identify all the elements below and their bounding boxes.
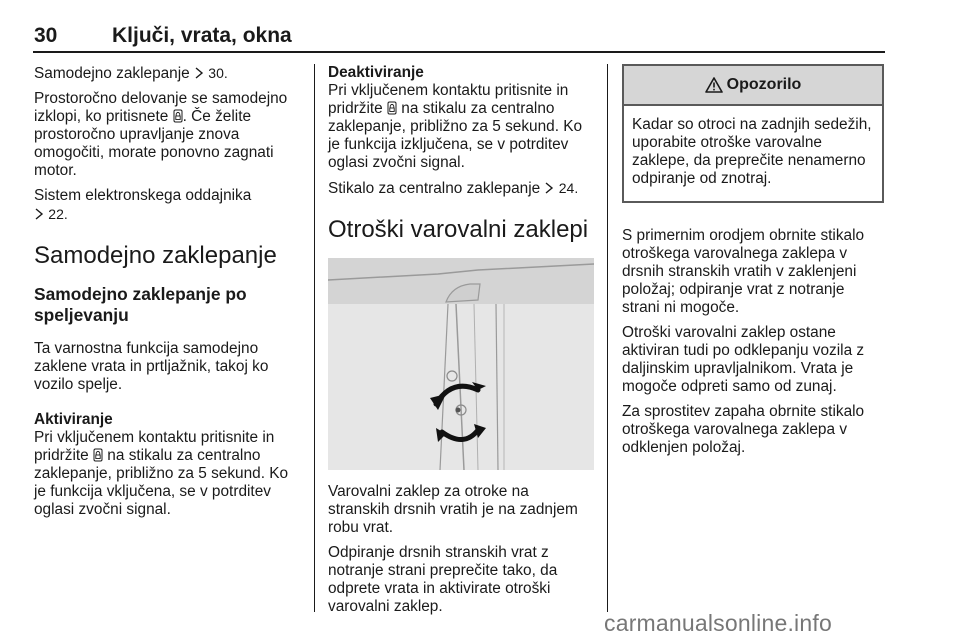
warning-text: Kadar so otroci na zadnjih sedežih, uporabite otroške varovalne zaklepe, da preprečite nenamerno odpiranje od znotraj. bbox=[632, 116, 872, 187]
deactivation-heading: Deaktiviranje bbox=[328, 64, 424, 81]
column-middle bbox=[328, 64, 594, 623]
warning-triangle-icon bbox=[705, 77, 723, 93]
chevron-right-icon bbox=[544, 181, 554, 195]
warning-box bbox=[622, 64, 884, 203]
paragraph: Ta varnostna funkcija samodejno zaklene vrata in prtljažnik, takoj ko vozilo spelje. bbox=[34, 340, 269, 393]
watermark: carmanualsonline.info bbox=[604, 610, 832, 636]
header-divider bbox=[33, 51, 885, 53]
page-title: Ključi, vrata, okna bbox=[112, 24, 292, 47]
column-divider bbox=[314, 64, 315, 612]
page-reference[interactable]: 24. bbox=[558, 180, 579, 196]
paragraph: S primernim orodjem obrnite stikalo otroškega varovalnega zaklepa v drsnih stranskih vratih v zaklenjeni položaj; odpiranje vrat z notranje strani ni mogoče. bbox=[622, 227, 865, 316]
paragraph: Za sprostitev zapaha obrnite stikalo otroškega varovalnega zaklepa v odklenjen položaj. bbox=[622, 403, 865, 456]
auto-lock-reference: Samodejno zaklepanje 30. bbox=[34, 65, 228, 82]
paragraph: Pri vključenem kontaktu pritisnite in pridržite na stikalu za centralno zaklepanje, približno za 5 sekund. Ko je funkcija vključena, se v potrditev oglasi zvočni signal. bbox=[34, 429, 289, 518]
chevron-right-icon bbox=[194, 66, 204, 80]
page-number: 30 bbox=[34, 24, 58, 47]
lock-button-icon bbox=[93, 448, 103, 462]
chevron-right-icon bbox=[34, 207, 44, 221]
lock-button-icon bbox=[387, 101, 397, 115]
paragraph: Otroški varovalni zaklep ostane aktiviran tudi po odklepanju vozila z daljinskim upravljalnikom. Vrata je mogoče odpreti samo od zunaj. bbox=[622, 324, 865, 395]
warning-title: Opozorilo bbox=[726, 76, 802, 93]
paragraph: Odpiranje drsnih stranskih vrat z notranje strani preprečite tako, da odprete vrata in aktivirate otroški varovalni zaklep. bbox=[328, 544, 558, 615]
figure-caption: Varovalni zaklep za otroke na stranskih drsnih vratih je na zadnjem robu vrat. bbox=[328, 483, 578, 536]
column-right bbox=[622, 64, 884, 464]
lock-button-icon bbox=[173, 109, 183, 123]
activation-heading: Aktiviranje bbox=[34, 411, 113, 428]
section-heading: Otroški varovalni zaklepi bbox=[328, 216, 589, 243]
paragraph: Sistem elektronskega oddajnika 22. bbox=[34, 187, 252, 222]
child-lock-illustration bbox=[328, 258, 594, 470]
column-left bbox=[34, 64, 298, 526]
paragraph: Prostoročno delovanje se samodejno izklopi, ko pritisnete . Če želite prostoročno upravljanje znova omogočiti, morate ponovno zagnati motor. bbox=[34, 90, 288, 179]
column-divider bbox=[607, 64, 608, 612]
subsection-heading: Samodejno zaklepanje po speljevanju bbox=[34, 284, 247, 325]
section-heading: Samodejno zaklepanje bbox=[34, 242, 277, 269]
page-reference[interactable]: 30. bbox=[208, 65, 228, 81]
page-reference[interactable]: 22. bbox=[48, 206, 68, 222]
warning-header bbox=[624, 66, 882, 106]
switch-reference: Stikalo za centralno zaklepanje 24. bbox=[328, 180, 579, 197]
paragraph: Pri vključenem kontaktu pritisnite in pridržite na stikalu za centralno zaklepanje, približno za 5 sekund. Ko je funkcija izključena, se v potrditev oglasi zvočni signal. bbox=[328, 82, 583, 171]
